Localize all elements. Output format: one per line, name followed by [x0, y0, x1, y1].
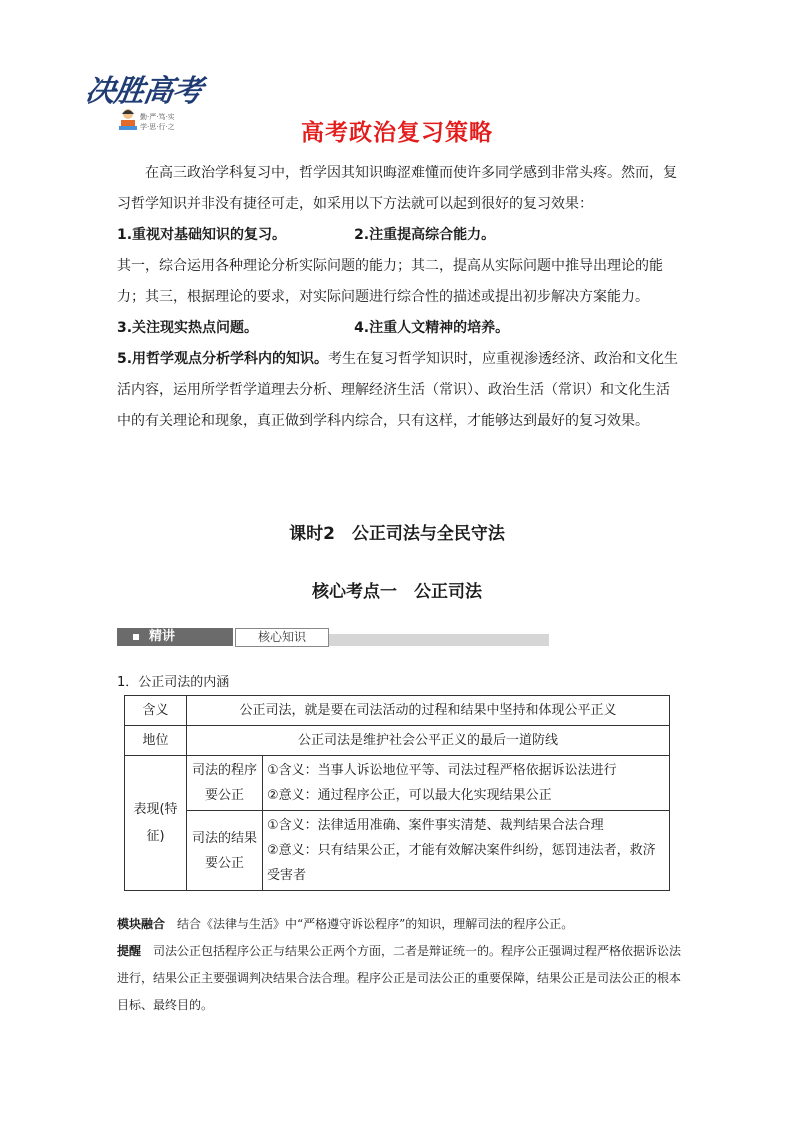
tips-row-1: 1.重视对基础知识的复习。 2.注重提高综合能力。 [117, 227, 496, 243]
table-row [125, 726, 670, 756]
row-label: 表现(特征) [125, 756, 187, 891]
tips-row-2: 3.关注现实热点问题。 4.注重人文精神的培养。 [117, 320, 510, 336]
section-rail [329, 634, 549, 646]
table-row [125, 696, 670, 726]
section-tag: 精讲 [117, 628, 233, 646]
row-value: 公正司法，就是要在司法活动的过程和结果中坚持和体现公平正义 [187, 696, 670, 726]
intro-section [117, 158, 679, 437]
table-row [125, 811, 670, 891]
logo-tagline: 勤·严·笃·实 学·思·行·之 [140, 113, 175, 131]
table-row [125, 756, 670, 811]
sub-value: ①含义：法律适用准确、案件事实清楚、裁判结果合法合理 ②意义：只有结果公正，才能有效解决案件纠纷，惩罚违法者，救济受害者 [263, 811, 670, 891]
section-subtag: 核心知识 [235, 628, 329, 647]
notes-section [117, 911, 687, 1019]
knowledge-table [124, 695, 670, 891]
row-label: 地位 [125, 726, 187, 756]
row-label: 含义 [125, 696, 187, 726]
tip5-paragraph: 5.用哲学观点分析学科内的知识。考生在复习哲学知识时，应重视渗透经济、政治和文化生活内容，运用所学哲学道理去分析、理解经济生活（常识）、政治生活（常识）和文化生活中的有关理论和现象，真正做到学科内综合，只有这样，才能够达到最好的复习效果。 [117, 351, 679, 429]
sub-value: ①含义：当事人诉讼地位平等、司法过程严格依据诉讼法进行 ②意义：通过程序公正，可以最大化实现结果公正 [263, 756, 670, 811]
core-title: 核心考点一 公正司法 [312, 582, 482, 602]
note-reminder: 提醒 司法公正包括程序公正与结果公正两个方面，二者是辩证统一的。程序公正强调过程严格依据诉讼法进行，结果公正主要强调判决结果合法合理。程序公正是司法公正的重要保障，结果公正是司法公正的根本目标、最终目的。 [117, 944, 682, 1012]
lesson-title: 课时2 公正司法与全民守法 [289, 524, 505, 544]
row-value: 公正司法是维护社会公平正义的最后一道防线 [187, 726, 670, 756]
note-module: 模块融合 结合《法律与生活》中“严格遵守诉讼程序”的知识，理解司法的程序公正。 [117, 917, 574, 931]
ability-paragraph: 其一，综合运用各种理论分析实际问题的能力；其二，提高从实际问题中推导出理论的能力；其三，根据理论的要求，对实际问题进行综合性的描述或提出初步解决方案能力。 [117, 258, 663, 305]
sub-label: 司法的结果要公正 [187, 811, 263, 891]
page-title: 高考政治复习策略 [301, 120, 493, 146]
intro-paragraph: 在高三政治学科复习中，哲学因其知识晦涩难懂而使许多同学感到非常头疼。然而，复习哲学知识并非没有捷径可走，如采用以下方法就可以起到很好的复习效果： [117, 165, 677, 212]
item-title: 1．公正司法的内涵 [117, 675, 230, 690]
logo-brand: 决胜高考 [83, 74, 204, 109]
section-bar [117, 626, 431, 648]
sub-label: 司法的程序要公正 [187, 756, 263, 811]
